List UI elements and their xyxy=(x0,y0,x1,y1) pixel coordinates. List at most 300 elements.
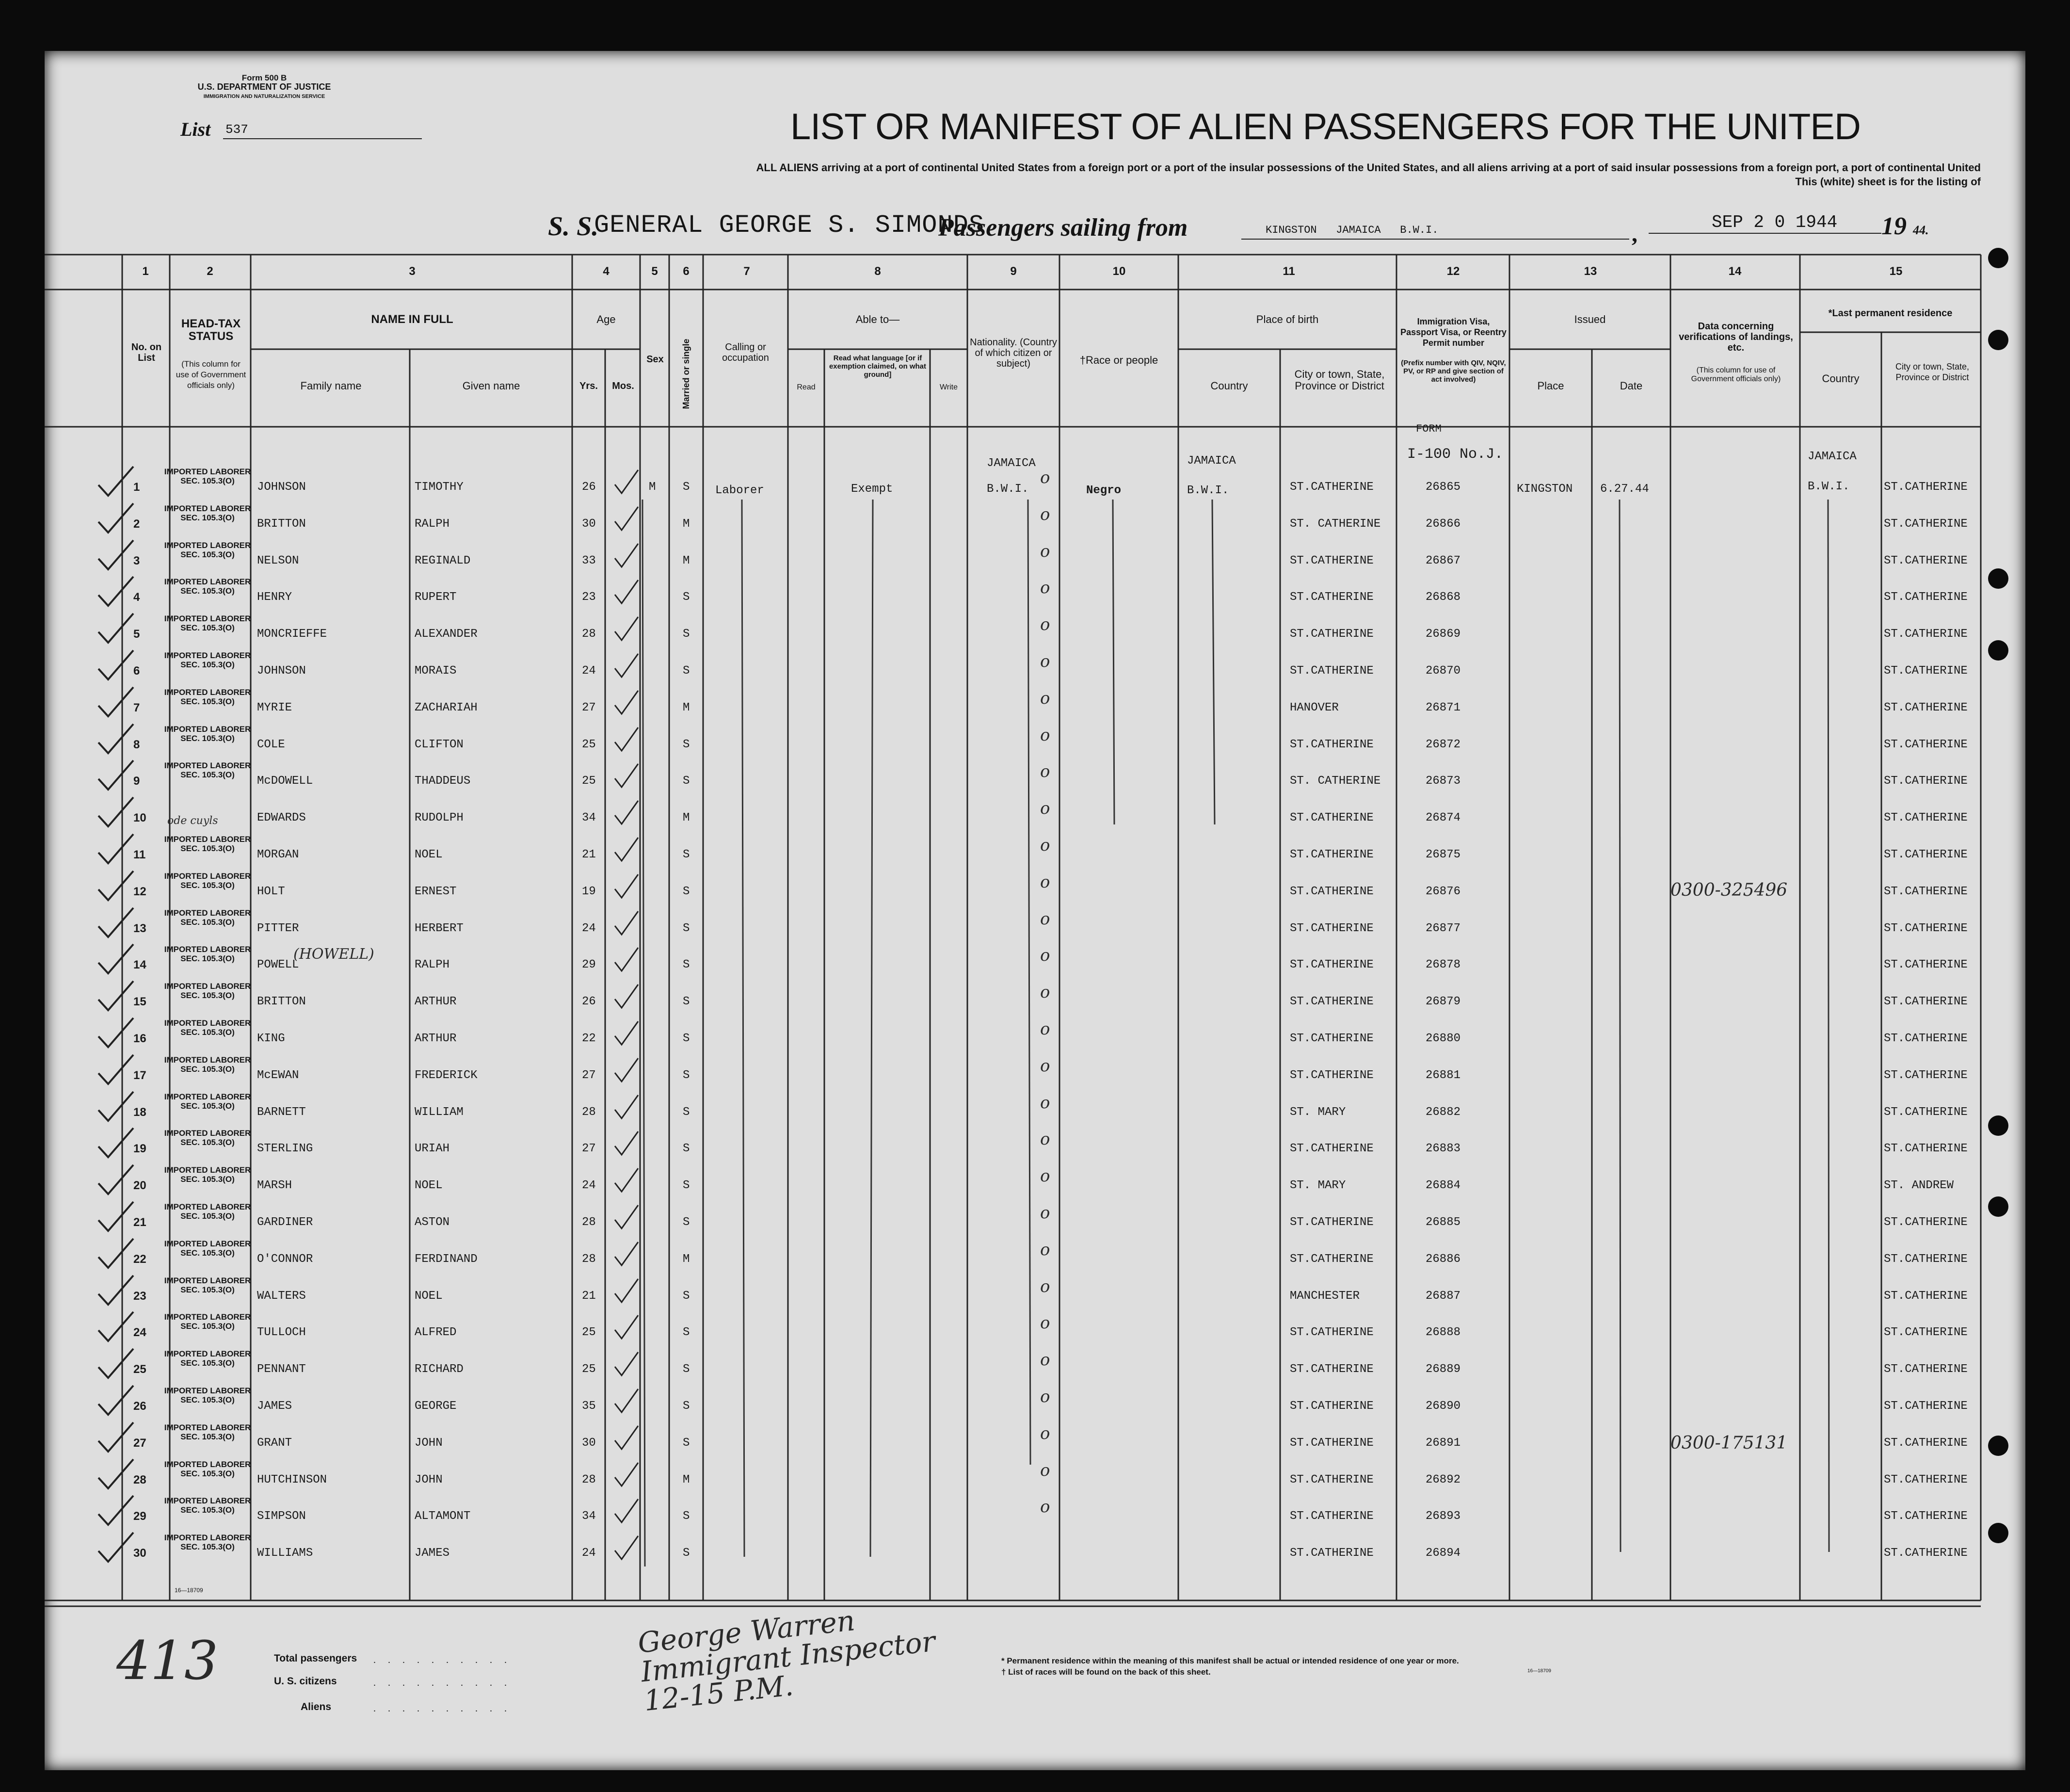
age-years: 26 xyxy=(582,995,596,1009)
family-name: EDWARDS xyxy=(257,811,306,825)
head-tax-stamp xyxy=(164,908,251,927)
check-mark-icon xyxy=(95,576,138,610)
marital-status: S xyxy=(683,1179,690,1193)
head-tax-stamp xyxy=(164,1386,251,1405)
col-number: 4 xyxy=(603,265,610,278)
head-tax-line: IMPORTED LABORER xyxy=(164,651,251,660)
head-tax-line: IMPORTED LABORER xyxy=(164,724,251,734)
check-mark-icon xyxy=(95,1385,138,1419)
visa-number: 26872 xyxy=(1426,738,1461,751)
age-years: 25 xyxy=(582,738,596,751)
given-name: HERBERT xyxy=(415,921,464,935)
marital-status: S xyxy=(683,1032,690,1045)
comma: , xyxy=(1632,221,1637,247)
birth-city: ST. CATHERINE xyxy=(1290,517,1381,531)
visa-number: 26874 xyxy=(1426,811,1461,825)
marital-status: S xyxy=(683,1436,690,1450)
family-name: JAMES xyxy=(257,1400,292,1413)
age-years: 28 xyxy=(582,1252,596,1266)
row-number: 24 xyxy=(133,1326,146,1340)
birth-city: ST.CATHERINE xyxy=(1290,1400,1374,1413)
page-title: LIST OR MANIFEST OF ALIEN PASSENGERS FOR THE UNITED xyxy=(790,106,1861,147)
hdr-res-city: City or town, State, Province or District xyxy=(1895,362,1970,382)
residence-city: ST.CATHERINE xyxy=(1884,1436,1968,1450)
col-number: 9 xyxy=(1010,265,1017,278)
residence-city: ST.CATHERINE xyxy=(1884,517,1968,531)
res-country-line-2: B.W.I. xyxy=(1808,480,1850,493)
subtitle-1: ALL ALIENS arriving at a port of continental United States from a foreign port or a port of the insular possessions of the United States, and all aliens arriving at a port of said insular possessions from a foreign port, a port of continental United xyxy=(756,161,1981,174)
row-number: 8 xyxy=(133,738,140,751)
head-tax-line: SEC. 105.3(O) xyxy=(180,623,235,633)
head-tax-stamp xyxy=(164,1496,251,1515)
check-mark-icon xyxy=(95,1495,138,1529)
col-number: 12 xyxy=(1446,265,1460,278)
ditto-circle-icon: o xyxy=(1040,836,1050,855)
family-name: JOHNSON xyxy=(257,481,306,494)
row-number: 2 xyxy=(133,517,140,531)
head-tax-line: IMPORTED LABORER xyxy=(164,687,251,697)
head-tax-stamp xyxy=(164,835,251,853)
head-tax-line: IMPORTED LABORER xyxy=(164,1055,251,1065)
birth-city: ST.CATHERINE xyxy=(1290,958,1374,972)
visa-number: 26877 xyxy=(1426,921,1461,935)
birth-city: ST.CATHERINE xyxy=(1290,1032,1374,1045)
hdr-read: Read xyxy=(797,383,816,391)
marital-status: S xyxy=(683,628,690,641)
race-value: Negro xyxy=(1086,484,1122,497)
family-name: STERLING xyxy=(257,1142,313,1156)
row-number: 5 xyxy=(133,628,140,641)
birth-city: ST.CATHERINE xyxy=(1290,628,1374,641)
visa-number: 26883 xyxy=(1426,1142,1461,1156)
check-mark-icon xyxy=(612,578,641,607)
head-tax-line: SEC. 105.3(O) xyxy=(180,660,235,669)
head-tax-line: IMPORTED LABORER xyxy=(164,871,251,881)
head-tax-line: IMPORTED LABORER xyxy=(164,1386,251,1395)
visa-number: 26876 xyxy=(1426,885,1461,898)
head-tax-line: IMPORTED LABORER xyxy=(164,761,251,771)
total-passengers-label: Total passengers xyxy=(274,1653,357,1664)
row-number: 22 xyxy=(133,1252,146,1266)
us-citizens-label: U. S. citizens xyxy=(274,1676,337,1687)
birth-city: ST.CATHERINE xyxy=(1290,1363,1374,1376)
row-number: 7 xyxy=(133,701,140,714)
issued-place-value: KINGSTON xyxy=(1517,483,1573,496)
hdr-name-in-full: NAME IN FULL xyxy=(371,313,453,326)
birth-city: ST.CATHERINE xyxy=(1290,1252,1374,1266)
head-tax-line: SEC. 105.3(O) xyxy=(180,1469,235,1478)
ditto-circle-icon: o xyxy=(1040,1497,1050,1517)
family-name: HENRY xyxy=(257,591,292,604)
ditto-circle-icon: o xyxy=(1040,1019,1050,1039)
birth-city: ST.CATHERINE xyxy=(1290,885,1374,898)
age-years: 34 xyxy=(582,811,596,825)
family-name: MONCRIEFFE xyxy=(257,628,327,641)
check-mark-icon xyxy=(95,649,138,683)
family-name: WALTERS xyxy=(257,1289,306,1303)
family-name: BRITTON xyxy=(257,517,306,531)
head-tax-line: SEC. 105.3(O) xyxy=(180,1505,235,1515)
head-tax-stamp xyxy=(164,467,251,485)
given-name: RICHARD xyxy=(415,1363,464,1376)
birth-city: ST.CATHERINE xyxy=(1290,1142,1374,1156)
given-name: RALPH xyxy=(415,517,450,531)
residence-city: ST.CATHERINE xyxy=(1884,995,1968,1009)
birth-country-line-2: B.W.I. xyxy=(1187,484,1229,497)
age-years: 28 xyxy=(582,1473,596,1486)
row-number: 12 xyxy=(133,885,146,898)
family-name: BRITTON xyxy=(257,995,306,1009)
residence-city: ST.CATHERINE xyxy=(1884,1400,1968,1413)
birth-city: ST. MARY xyxy=(1290,1105,1346,1119)
birth-city: ST.CATHERINE xyxy=(1290,995,1374,1009)
ditto-circle-icon: o xyxy=(1040,1166,1050,1186)
department: U.S. DEPARTMENT OF JUSTICE xyxy=(197,82,331,92)
head-tax-stamp xyxy=(164,1092,251,1111)
marital-status: M xyxy=(683,811,690,825)
hdr-date: Date xyxy=(1620,380,1643,392)
age-years: 25 xyxy=(582,1326,596,1340)
hdr-write: Write xyxy=(939,383,958,391)
given-name: URIAH xyxy=(415,1142,450,1156)
ditto-circle-icon: o xyxy=(1040,725,1050,745)
col-number: 3 xyxy=(409,265,416,278)
given-name: CLIFTON xyxy=(415,738,464,751)
family-name: WILLIAMS xyxy=(257,1547,313,1560)
row-number: 21 xyxy=(133,1216,146,1229)
given-name: ALTAMONT xyxy=(415,1510,471,1523)
ditto-circle-icon: o xyxy=(1040,983,1050,1002)
residence-city: ST.CATHERINE xyxy=(1884,885,1968,898)
head-tax-stamp xyxy=(164,982,251,1000)
check-mark-icon xyxy=(612,1203,641,1232)
given-name: ALEXANDER xyxy=(415,628,478,641)
head-tax-line: IMPORTED LABORER xyxy=(164,1275,251,1285)
given-name: FERDINAND xyxy=(415,1252,478,1266)
head-tax-line: IMPORTED LABORER xyxy=(164,614,251,624)
visa-number: 26871 xyxy=(1426,701,1461,714)
check-mark-icon xyxy=(95,1348,138,1382)
row-number: 20 xyxy=(133,1179,146,1193)
check-mark-icon xyxy=(95,1054,138,1088)
check-mark-icon xyxy=(95,1238,138,1272)
age-years: 27 xyxy=(582,1068,596,1082)
visa-number: 26888 xyxy=(1426,1326,1461,1340)
year-prefix: 19 xyxy=(1881,212,1907,240)
sailing-label: Passengers sailing from xyxy=(938,214,1188,242)
head-tax-line: IMPORTED LABORER xyxy=(164,1165,251,1175)
age-years: 24 xyxy=(582,664,596,678)
age-years: 24 xyxy=(582,921,596,935)
head-tax-line: SEC. 105.3(O) xyxy=(180,586,235,596)
visa-number: 26882 xyxy=(1426,1105,1461,1119)
nationality-line-1: JAMAICA xyxy=(987,457,1036,470)
head-tax-stamp xyxy=(164,651,251,669)
row-number: 6 xyxy=(133,664,140,678)
birth-country-line-1: JAMAICA xyxy=(1187,454,1236,468)
row-number: 9 xyxy=(133,775,140,788)
head-tax-stamp xyxy=(164,541,251,559)
residence-city: ST.CATHERINE xyxy=(1884,1105,1968,1119)
given-name: ARTHUR xyxy=(415,1032,457,1045)
check-mark-icon xyxy=(95,796,138,830)
birth-city: ST.CATHERINE xyxy=(1290,591,1374,604)
check-mark-icon xyxy=(612,983,641,1012)
head-tax-line: IMPORTED LABORER xyxy=(164,1239,251,1248)
given-name: RUDOLPH xyxy=(415,811,464,825)
head-tax-line: SEC. 105.3(O) xyxy=(180,696,235,706)
row-number: 30 xyxy=(133,1547,146,1560)
sex-value: M xyxy=(649,481,656,494)
age-years: 26 xyxy=(582,481,596,494)
head-tax-line: IMPORTED LABORER xyxy=(164,1202,251,1211)
ditto-circle-icon: o xyxy=(1040,688,1050,708)
col-number: 1 xyxy=(142,265,149,278)
check-mark-icon xyxy=(612,505,641,534)
check-mark-icon xyxy=(612,542,641,571)
row-number: 17 xyxy=(133,1068,146,1082)
residence-city: ST.CATHERINE xyxy=(1884,738,1968,751)
ditto-circle-icon: o xyxy=(1040,799,1050,819)
hdr-data-note: (This column for use of Government officials only) xyxy=(1691,366,1781,383)
given-name: WILLIAM xyxy=(415,1105,464,1119)
check-mark-icon xyxy=(612,1093,641,1122)
age-years: 34 xyxy=(582,1510,596,1523)
row-number: 14 xyxy=(133,958,146,972)
given-name: MORAIS xyxy=(415,664,457,678)
given-name: ERNEST xyxy=(415,885,457,898)
head-tax-stamp xyxy=(164,872,251,890)
dot-leader: . . . . . . . . . . xyxy=(373,1655,512,1665)
head-tax-stamp xyxy=(164,1239,251,1258)
head-tax-stamp xyxy=(164,1423,251,1441)
given-name: NOEL xyxy=(415,1179,443,1193)
check-mark-icon xyxy=(95,943,138,977)
head-tax-line: SEC. 105.3(O) xyxy=(180,991,235,1001)
birth-city: ST.CATHERINE xyxy=(1290,1326,1374,1340)
row-number: 25 xyxy=(133,1363,146,1376)
check-mark-icon xyxy=(95,686,138,720)
head-tax-line: IMPORTED LABORER xyxy=(164,835,251,844)
hdr-country: Country xyxy=(1210,380,1248,392)
head-tax-stamp xyxy=(164,1018,251,1037)
head-tax-line: IMPORTED LABORER xyxy=(164,1422,251,1432)
check-mark-icon xyxy=(95,1127,138,1161)
age-years: 30 xyxy=(582,1436,596,1450)
visa-number: 26867 xyxy=(1426,554,1461,567)
visa-number: 26865 xyxy=(1426,481,1461,494)
check-mark-icon xyxy=(95,870,138,904)
family-name: PENNANT xyxy=(257,1363,306,1376)
head-tax-stamp xyxy=(164,504,251,522)
visa-number: 26878 xyxy=(1426,958,1461,972)
head-tax-line: IMPORTED LABORER xyxy=(164,1092,251,1101)
head-tax-line: SEC. 105.3(O) xyxy=(180,549,235,559)
residence-city: ST.CATHERINE xyxy=(1884,1068,1968,1082)
check-mark-icon xyxy=(95,1017,138,1051)
check-mark-icon xyxy=(95,1421,138,1455)
check-mark-icon xyxy=(95,1458,138,1492)
visa-number: 26887 xyxy=(1426,1289,1461,1303)
check-mark-icon xyxy=(612,689,641,718)
check-mark-icon xyxy=(95,907,138,941)
nationality-line-2: B.W.I. xyxy=(987,483,1029,496)
given-name: GEORGE xyxy=(415,1400,457,1413)
head-tax-stamp xyxy=(164,725,251,743)
head-tax-line: SEC. 105.3(O) xyxy=(180,513,235,522)
ditto-circle-icon: o xyxy=(1040,615,1050,635)
head-tax-stamp xyxy=(164,1460,251,1478)
visa-number: 26875 xyxy=(1426,848,1461,861)
marital-status: S xyxy=(683,738,690,751)
marital-status: S xyxy=(683,885,690,898)
age-years: 24 xyxy=(582,1547,596,1560)
footnote-residence: * Permanent residence within the meaning of this manifest shall be actual or intended residence of one year or more. xyxy=(1001,1656,1459,1665)
head-tax-line: IMPORTED LABORER xyxy=(164,503,251,513)
head-tax-line: SEC. 105.3(O) xyxy=(180,1285,235,1294)
head-tax-stamp xyxy=(164,1533,251,1551)
form-number: Form 500 B xyxy=(241,73,287,82)
marital-status: S xyxy=(683,1216,690,1229)
family-name: GARDINER xyxy=(257,1216,313,1229)
family-name: MYRIE xyxy=(257,701,292,714)
aliens-label: Aliens xyxy=(301,1701,332,1712)
port-of-departure: KINGSTON JAMAICA B.W.I. xyxy=(1266,224,1439,236)
hdr-able-to: Able to— xyxy=(855,313,900,325)
ditto-circle-icon: o xyxy=(1040,1313,1050,1333)
family-name: BARNETT xyxy=(257,1105,306,1119)
marital-status: S xyxy=(683,848,690,861)
head-tax-line: SEC. 105.3(O) xyxy=(180,1248,235,1258)
birth-city: ST.CATHERINE xyxy=(1290,848,1374,861)
check-mark-icon xyxy=(95,833,138,867)
birth-city: ST.CATHERINE xyxy=(1290,554,1374,567)
hdr-age: Age xyxy=(596,313,616,325)
check-mark-icon xyxy=(95,1275,138,1308)
given-name: REGINALD xyxy=(415,554,471,567)
head-tax-line: IMPORTED LABORER xyxy=(164,467,251,476)
marital-status: S xyxy=(683,958,690,972)
hdr-city: City or town, State, Province or District xyxy=(1294,368,1385,392)
head-tax-line: SEC. 105.3(O) xyxy=(180,917,235,927)
hdr-data-concerning: Data concerning verifications of landings, etc. xyxy=(1679,321,1793,353)
visa-number: 26873 xyxy=(1426,775,1461,788)
residence-city: ST.CATHERINE xyxy=(1884,921,1968,935)
ditto-circle-icon: o xyxy=(1040,1387,1050,1406)
check-mark-icon xyxy=(612,1166,641,1195)
calling-value: Laborer xyxy=(715,484,764,497)
residence-city: ST.CATHERINE xyxy=(1884,1510,1968,1523)
birth-city: ST.CATHERINE xyxy=(1290,1510,1374,1523)
ditto-circle-icon: o xyxy=(1040,946,1050,966)
birth-city: ST.CATHERINE xyxy=(1290,1473,1374,1486)
hdr-head-tax: HEAD-TAX STATUS xyxy=(181,317,241,343)
birth-city: HANOVER xyxy=(1290,701,1339,714)
residence-city: ST.CATHERINE xyxy=(1884,481,1968,494)
head-tax-line: SEC. 105.3(O) xyxy=(180,880,235,890)
check-mark-icon xyxy=(612,1313,641,1342)
residence-city: ST.CATHERINE xyxy=(1884,848,1968,861)
family-name: HOLT xyxy=(257,885,285,898)
head-tax-line: SEC. 105.3(O) xyxy=(180,1064,235,1074)
check-mark-icon xyxy=(612,1277,641,1306)
check-mark-icon xyxy=(95,980,138,1014)
head-tax-line: IMPORTED LABORER xyxy=(164,540,251,550)
list-label: List xyxy=(180,118,211,140)
hdr-place-of-birth: Place of birth xyxy=(1256,313,1319,325)
family-name: POWELL xyxy=(257,958,299,972)
hdr-res-country: Country xyxy=(1822,372,1860,385)
family-name: McDOWELL xyxy=(257,775,313,788)
visa-number: 26884 xyxy=(1426,1179,1461,1193)
read-language-value: Exempt xyxy=(851,483,893,496)
check-mark-icon xyxy=(95,1311,138,1345)
head-tax-line: IMPORTED LABORER xyxy=(164,577,251,587)
visa-number: 26886 xyxy=(1426,1252,1461,1266)
year-suffix: 44. xyxy=(1913,223,1929,237)
marital-status: S xyxy=(683,1068,690,1082)
family-name: MORGAN xyxy=(257,848,299,861)
check-mark-icon xyxy=(612,909,641,938)
head-tax-line: SEC. 105.3(O) xyxy=(180,1322,235,1331)
given-name: ASTON xyxy=(415,1216,450,1229)
marital-status: S xyxy=(683,1289,690,1303)
head-tax-stamp xyxy=(164,945,251,963)
visa-number: 26879 xyxy=(1426,995,1461,1009)
hdr-head-tax-note: (This column for use of Government officials only) xyxy=(176,359,246,390)
ditto-circle-icon: o xyxy=(1040,1423,1050,1443)
col-number: 11 xyxy=(1283,265,1295,278)
hdr-calling: Calling or occupation xyxy=(722,342,769,363)
footnote-races: † List of races will be found on the back of this sheet. xyxy=(1001,1667,1211,1677)
ditto-circle-icon: o xyxy=(1040,1203,1050,1223)
family-name: COLE xyxy=(257,738,285,751)
given-name: ALFRED xyxy=(415,1326,457,1340)
col-number: 14 xyxy=(1728,265,1742,278)
residence-city: ST.CATHERINE xyxy=(1884,775,1968,788)
age-years: 28 xyxy=(582,1105,596,1119)
residence-city: ST.CATHERINE xyxy=(1884,1252,1968,1266)
visa-number: 26868 xyxy=(1426,591,1461,604)
given-name: ARTHUR xyxy=(415,995,457,1009)
hdr-family-name: Family name xyxy=(300,380,362,392)
marital-status: S xyxy=(683,664,690,678)
age-years: 21 xyxy=(582,1289,596,1303)
age-years: 23 xyxy=(582,591,596,604)
family-name: SIMPSON xyxy=(257,1510,306,1523)
ditto-circle-icon: o xyxy=(1040,541,1050,561)
age-years: 28 xyxy=(582,1216,596,1229)
head-tax-line: IMPORTED LABORER xyxy=(164,982,251,991)
family-name: JOHNSON xyxy=(257,664,306,678)
marital-status: S xyxy=(683,591,690,604)
head-tax-line: IMPORTED LABORER xyxy=(164,908,251,918)
visa-number: 26889 xyxy=(1426,1363,1461,1376)
head-tax-line: SEC. 105.3(O) xyxy=(180,770,235,780)
row-number: 16 xyxy=(133,1032,146,1045)
page-mark: 413 xyxy=(116,1630,218,1692)
visa-number: 26890 xyxy=(1426,1400,1461,1413)
given-name: RALPH xyxy=(415,958,450,972)
marital-status: S xyxy=(683,995,690,1009)
age-years: 27 xyxy=(582,701,596,714)
hdr-sex: Sex xyxy=(646,354,664,365)
check-mark-icon xyxy=(612,726,641,755)
given-name: TIMOTHY xyxy=(415,481,464,494)
given-name: JOHN xyxy=(415,1473,443,1486)
hdr-read-language: Read what language [or if exemption claimed, on what ground] xyxy=(829,354,927,379)
ditto-circle-icon: o xyxy=(1040,762,1050,782)
